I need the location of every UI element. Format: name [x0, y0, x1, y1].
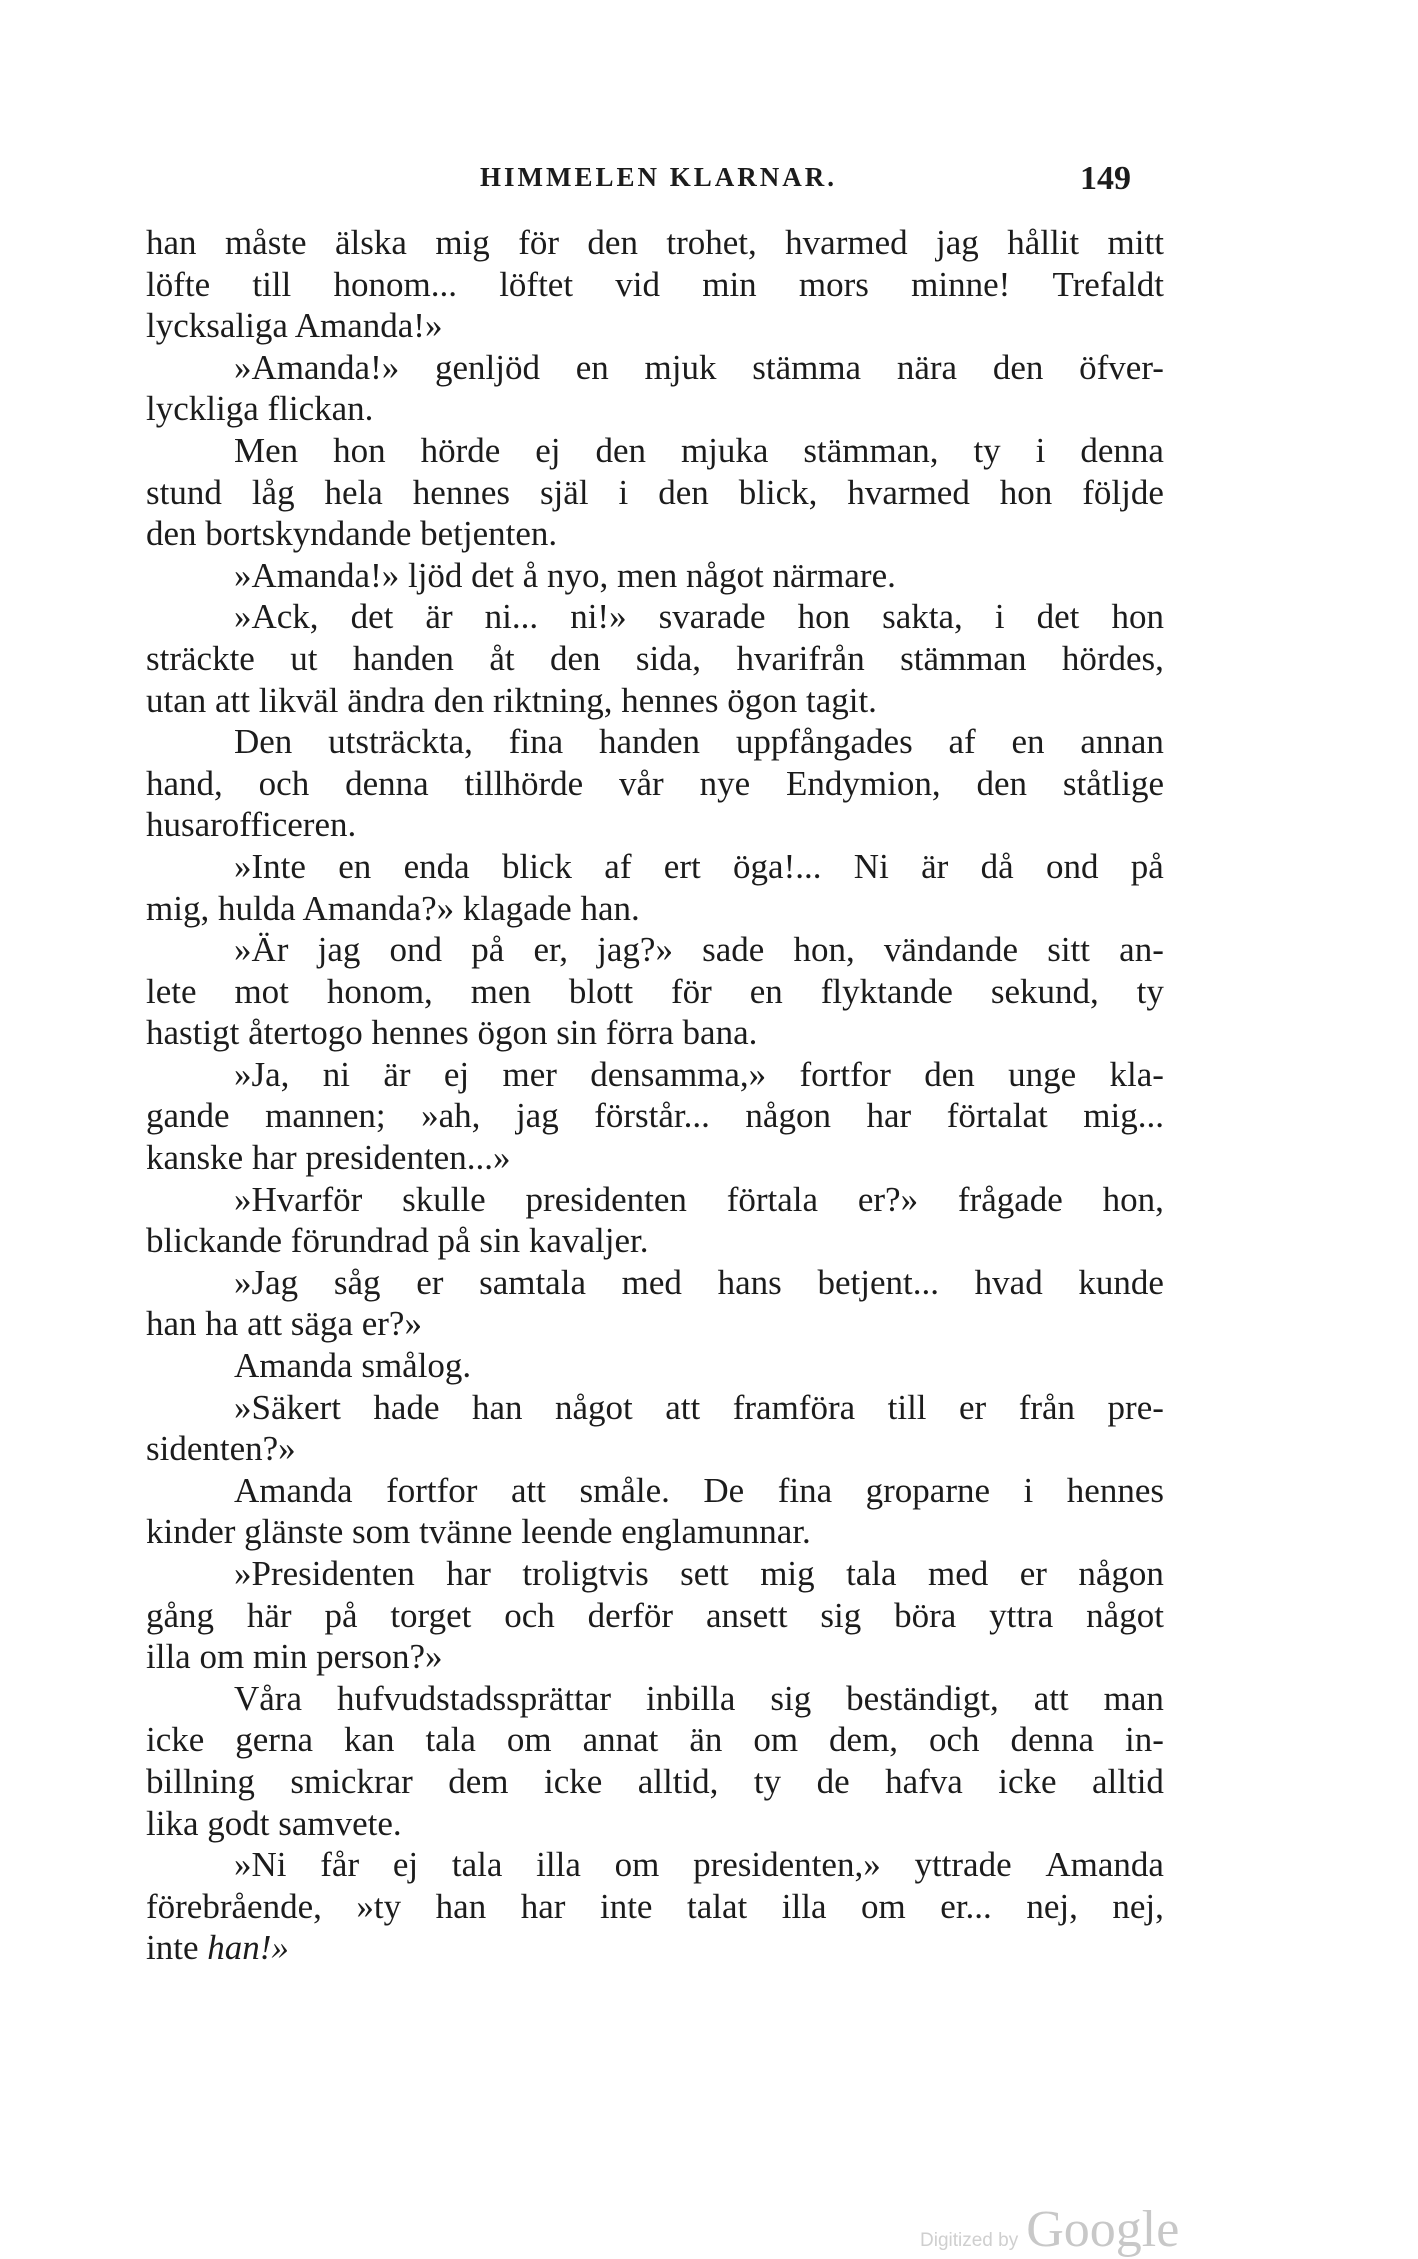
word: ej	[535, 430, 561, 470]
word: han	[435, 1886, 487, 1926]
word: troligtvis	[522, 1554, 649, 1593]
text-line	[146, 638, 1164, 680]
word: med	[621, 1262, 682, 1302]
watermark	[920, 2200, 1179, 2259]
word: mig...	[1083, 1096, 1164, 1136]
text-line	[146, 1678, 1164, 1720]
text-line: kinder glänste som tvänne leende englamunnar.	[146, 1512, 811, 1552]
word: om	[614, 1845, 660, 1885]
word: »Ja,	[234, 1054, 290, 1094]
word: hvad	[974, 1262, 1043, 1302]
word: presidenten	[525, 1179, 687, 1219]
word: er	[416, 1262, 444, 1302]
word: ty	[973, 430, 1001, 470]
word: ståtlige	[1062, 763, 1164, 803]
word: lete	[146, 971, 197, 1011]
text-line	[146, 1095, 1164, 1137]
word: har	[520, 1886, 566, 1926]
word: mot	[234, 971, 289, 1011]
text-line	[146, 1387, 1164, 1429]
word: blick,	[738, 472, 818, 512]
word: samtala	[479, 1262, 586, 1302]
word: kan	[343, 1720, 395, 1760]
word: än	[689, 1720, 723, 1760]
word: hon	[333, 430, 386, 470]
text-line: lycksaliga Amanda!»	[146, 306, 443, 346]
word: mitt	[1107, 223, 1164, 262]
word: mig	[760, 1554, 815, 1593]
word: på	[324, 1595, 358, 1635]
word: löfte	[146, 264, 211, 304]
text-line	[146, 596, 1164, 638]
word: han	[146, 223, 197, 262]
word: för	[671, 971, 712, 1011]
body-text	[146, 222, 1164, 1969]
text-line: kanske har presidenten...»	[146, 1138, 511, 1178]
word: hon	[797, 597, 851, 637]
word: småle.	[579, 1470, 670, 1510]
word: frågade	[957, 1179, 1063, 1219]
word: älska	[335, 223, 407, 262]
word: handen	[352, 638, 454, 678]
text-line	[146, 222, 1164, 264]
word: Amanda	[1045, 1845, 1164, 1885]
word: låg	[251, 472, 295, 512]
word: ty	[753, 1761, 782, 1801]
word: förstår...	[594, 1096, 710, 1136]
word: »Ack,	[234, 597, 319, 637]
word: i	[994, 597, 1005, 637]
word: löftet	[499, 264, 574, 304]
text-line	[146, 971, 1164, 1013]
word: stämman,	[803, 430, 939, 470]
word: »Ni	[234, 1845, 287, 1885]
text-line	[146, 929, 1164, 971]
word: min	[702, 264, 757, 304]
word: han	[471, 1387, 523, 1427]
word: »ah,	[421, 1096, 481, 1136]
word: an-	[1119, 930, 1164, 970]
word: flyktande	[820, 971, 953, 1011]
word: stund	[146, 472, 222, 512]
word: får	[320, 1845, 360, 1885]
text-line	[146, 1179, 1164, 1221]
word: nye	[699, 763, 751, 803]
word: inbilla	[646, 1678, 736, 1718]
word: att	[1033, 1678, 1069, 1718]
watermark-small-text: Digitized by	[920, 2230, 1019, 2251]
word: ni!»	[570, 597, 627, 637]
word: jag	[317, 930, 361, 970]
word: har	[866, 1096, 912, 1136]
word: hörde	[420, 430, 501, 470]
word: Våra	[234, 1678, 303, 1718]
word: sakta,	[882, 597, 963, 637]
watermark-logo: Google	[1026, 2201, 1180, 2258]
word: mjuk	[644, 347, 717, 387]
word: sitt	[1047, 930, 1090, 970]
word: hade	[373, 1387, 440, 1427]
text-line	[146, 264, 1164, 306]
word: yttrade	[914, 1845, 1012, 1885]
word: hela	[324, 472, 383, 512]
word: att	[665, 1387, 701, 1427]
word: ty	[1136, 971, 1164, 1011]
word: tala	[451, 1845, 503, 1885]
word: till	[887, 1387, 927, 1427]
text-line: mig, hulda Amanda?» klagade han.	[146, 888, 640, 928]
word: mannen;	[265, 1096, 386, 1136]
word: vår	[619, 763, 664, 803]
word: om	[861, 1886, 906, 1926]
text-line: den bortskyndande betjenten.	[146, 514, 558, 554]
word: »Säkert	[234, 1387, 341, 1427]
word: De	[703, 1470, 745, 1510]
word: ej	[443, 1054, 470, 1094]
word: blott	[568, 971, 634, 1011]
word: betjent...	[817, 1262, 939, 1302]
word: hållit	[1007, 223, 1080, 262]
word: har	[446, 1554, 491, 1593]
word: talat	[686, 1886, 748, 1926]
word: att	[510, 1470, 546, 1510]
word: gerna	[235, 1720, 313, 1760]
emphasis-text: han!»	[207, 1928, 289, 1968]
word: illa	[536, 1845, 581, 1885]
word: utsträckta,	[328, 722, 473, 762]
word: pre-	[1107, 1387, 1164, 1427]
text-line-last	[146, 1927, 1164, 1969]
word: ert	[663, 846, 701, 886]
word: enda	[403, 846, 470, 886]
word: nära	[896, 347, 958, 387]
word: ond	[389, 930, 443, 970]
word: i	[1035, 430, 1046, 470]
word: nej,	[1026, 1886, 1078, 1926]
text-line	[146, 721, 1164, 763]
word: sig	[820, 1595, 862, 1635]
word: de	[816, 1761, 850, 1801]
word: hand,	[146, 763, 223, 803]
word: något	[1086, 1595, 1164, 1635]
word: annat	[582, 1720, 659, 1760]
text-line	[146, 1054, 1164, 1096]
word: någon	[745, 1096, 831, 1136]
word: Den	[234, 722, 293, 762]
word: denna	[345, 763, 429, 803]
text-line	[146, 430, 1164, 472]
word: icke	[543, 1761, 603, 1801]
word: ni	[322, 1054, 350, 1094]
word: fina	[777, 1470, 833, 1510]
word: sett	[680, 1554, 729, 1593]
text-line	[146, 763, 1164, 805]
word: »Amanda!»	[234, 347, 400, 387]
word: »Är	[234, 930, 289, 970]
word: honom...	[333, 264, 457, 304]
word: jag	[515, 1096, 559, 1136]
word: sida,	[635, 638, 702, 678]
word: såg	[333, 1262, 381, 1302]
word: yttra	[989, 1595, 1054, 1635]
word: ej	[392, 1845, 419, 1885]
text-line	[146, 1470, 1164, 1512]
text-line: lyckliga flickan.	[146, 389, 374, 429]
text-line: »Amanda!» ljöd det å nyo, men något närmare.	[234, 555, 896, 595]
word: är	[921, 846, 949, 886]
word: handen	[598, 722, 701, 762]
word: något	[555, 1387, 633, 1427]
word: fortfor	[799, 1054, 891, 1094]
word: »ty	[356, 1886, 402, 1926]
word: med	[928, 1554, 989, 1593]
word: hon	[1111, 597, 1164, 637]
word: er,	[533, 930, 568, 970]
word: sträckte	[146, 638, 255, 678]
text-line: utan att likväl ändra den riktning, hennes ögon tagit.	[146, 680, 877, 720]
word: Endymion,	[786, 763, 941, 803]
text-line: husarofficeren.	[146, 805, 357, 845]
word: in-	[1125, 1720, 1164, 1760]
text-line	[146, 1595, 1164, 1637]
word: måste	[224, 223, 307, 262]
word: den	[549, 638, 601, 678]
word: blick	[501, 846, 572, 886]
word: annan	[1080, 722, 1164, 762]
word: är	[383, 1054, 411, 1094]
word: hvarmed	[847, 472, 970, 512]
word: sig	[770, 1678, 812, 1718]
text-line	[146, 1844, 1164, 1886]
word: man	[1103, 1678, 1164, 1718]
word: skulle	[402, 1179, 486, 1219]
text-line: illa om min person?»	[146, 1637, 443, 1677]
text-line	[146, 846, 1164, 888]
text-line	[146, 1262, 1164, 1304]
word: det	[1036, 597, 1080, 637]
word: tala	[846, 1554, 897, 1593]
word: presidenten,»	[693, 1845, 881, 1885]
word: framföra	[732, 1387, 856, 1427]
word: följde	[1082, 472, 1164, 512]
word: ni...	[484, 597, 539, 637]
word: då	[980, 846, 1014, 886]
word: genljöd	[434, 347, 540, 387]
word: »Hvarför	[234, 1179, 363, 1219]
word: fina	[508, 722, 564, 762]
word: förebrående,	[146, 1886, 322, 1926]
word: och	[504, 1595, 555, 1635]
word: fortfor	[386, 1470, 478, 1510]
word: sekund,	[990, 971, 1099, 1011]
word: torget	[390, 1595, 472, 1635]
word: den	[976, 763, 1028, 803]
word: från	[1018, 1387, 1076, 1427]
word: stämma	[752, 347, 862, 387]
word: er...	[940, 1886, 992, 1926]
word: hafva	[885, 1761, 963, 1801]
word: »Inte	[234, 846, 306, 886]
word: Ni	[853, 846, 889, 886]
word: hans	[717, 1262, 782, 1302]
word: nej,	[1112, 1886, 1164, 1926]
word: derför	[587, 1595, 674, 1635]
word: densamma,»	[590, 1054, 767, 1094]
word: trohet,	[666, 223, 757, 262]
word: mjuka	[680, 430, 769, 470]
text-line	[146, 1761, 1164, 1803]
word: beständigt,	[846, 1678, 999, 1718]
word: hennes	[1066, 1470, 1164, 1510]
word: den	[658, 472, 709, 512]
word: sade	[702, 930, 765, 970]
word: uppfångades	[735, 722, 913, 762]
word: »Presidenten	[234, 1554, 415, 1593]
word: dem	[448, 1761, 509, 1801]
word: på	[1130, 846, 1164, 886]
word: icke	[146, 1720, 205, 1760]
word: och	[258, 763, 310, 803]
text-line: han ha att säga er?»	[146, 1304, 422, 1344]
word: er	[1019, 1554, 1047, 1593]
word: billning	[146, 1761, 255, 1801]
word: om	[753, 1720, 799, 1760]
word: en	[338, 846, 372, 886]
page-number: 149	[1080, 160, 1131, 197]
text-line: sidenten?»	[146, 1429, 296, 1469]
word: af	[604, 846, 632, 886]
word: alltid	[1092, 1761, 1164, 1801]
word: tala	[425, 1720, 476, 1760]
word: mer	[502, 1054, 557, 1094]
word: öfver-	[1079, 347, 1164, 387]
word: inte	[599, 1886, 653, 1926]
word: »Jag	[234, 1262, 299, 1302]
word: groparne	[865, 1470, 991, 1510]
word: unge	[1008, 1054, 1077, 1094]
word: till	[252, 264, 292, 304]
word: hvarmed	[785, 223, 908, 262]
word: kunde	[1078, 1262, 1164, 1302]
word: denna	[1010, 1720, 1095, 1760]
word: Trefaldt	[1052, 264, 1164, 304]
word: hennes	[412, 472, 510, 512]
word: åt	[489, 638, 515, 678]
word: alltid,	[637, 1761, 719, 1801]
word: ut	[290, 638, 318, 678]
word: ond	[1045, 846, 1099, 886]
word: i	[1023, 1470, 1034, 1510]
word: Amanda	[234, 1470, 353, 1510]
word: en	[1011, 722, 1045, 762]
text-line: hastigt återtogo hennes ögon sin förra bana.	[146, 1013, 758, 1053]
word: den	[924, 1054, 975, 1094]
word: det	[350, 597, 394, 637]
word: den	[595, 430, 646, 470]
word: för	[518, 223, 559, 262]
word: men	[470, 971, 531, 1011]
word: den	[587, 223, 638, 262]
word: är	[425, 597, 453, 637]
word: gång	[146, 1595, 215, 1635]
word: mors	[798, 264, 869, 304]
word: Men	[234, 430, 299, 470]
word: illa	[781, 1886, 827, 1926]
word: vändande	[883, 930, 1019, 970]
word: en	[749, 971, 783, 1011]
word: kla-	[1109, 1054, 1164, 1094]
text-line	[146, 1886, 1164, 1928]
word: icke	[998, 1761, 1057, 1801]
word: hufvudstadssprättar	[336, 1678, 612, 1718]
word: dem,	[829, 1720, 899, 1760]
word: gande	[146, 1096, 230, 1136]
word: i	[618, 472, 629, 512]
word: den	[992, 347, 1044, 387]
word: förtala	[726, 1179, 819, 1219]
word: hvarifrån	[736, 638, 865, 678]
word: vid	[615, 264, 661, 304]
text-line: lika godt samvete.	[146, 1803, 402, 1843]
word: jag	[936, 223, 979, 262]
word: af	[948, 722, 976, 762]
word: hon	[999, 472, 1053, 512]
word: honom,	[326, 971, 433, 1011]
running-head: HIMMELEN KLARNAR.	[480, 162, 838, 192]
word: jag?»	[597, 930, 673, 970]
word: er?»	[857, 1179, 919, 1219]
text-line: Amanda smålog.	[234, 1346, 472, 1386]
text-line	[146, 472, 1164, 514]
word: om	[506, 1720, 552, 1760]
word: minne!	[911, 264, 1011, 304]
word: hon,	[793, 930, 855, 970]
word: smickrar	[290, 1761, 413, 1801]
word: förtalat	[946, 1096, 1048, 1136]
word: mig	[435, 223, 490, 262]
word: tillhörde	[464, 763, 584, 803]
word: böra	[894, 1595, 957, 1635]
word: hon,	[1102, 1179, 1164, 1219]
word: stämman	[900, 638, 1027, 678]
text-line	[146, 347, 1164, 389]
word: denna	[1080, 430, 1164, 470]
word: er	[959, 1387, 987, 1427]
word: här	[246, 1595, 292, 1635]
word: och	[929, 1720, 980, 1760]
word: hördes,	[1061, 638, 1164, 678]
word: på	[471, 930, 505, 970]
word: en	[575, 347, 609, 387]
word: svarade	[658, 597, 766, 637]
word: någon	[1078, 1554, 1164, 1593]
text-line	[146, 1719, 1164, 1761]
word: ansett	[705, 1595, 788, 1635]
word: öga!...	[733, 846, 822, 886]
word: själ	[539, 472, 589, 512]
text-line	[146, 1553, 1164, 1595]
text-line-last-start: inte	[146, 1928, 208, 1968]
text-line: blickande förundrad på sin kavaljer.	[146, 1221, 649, 1261]
